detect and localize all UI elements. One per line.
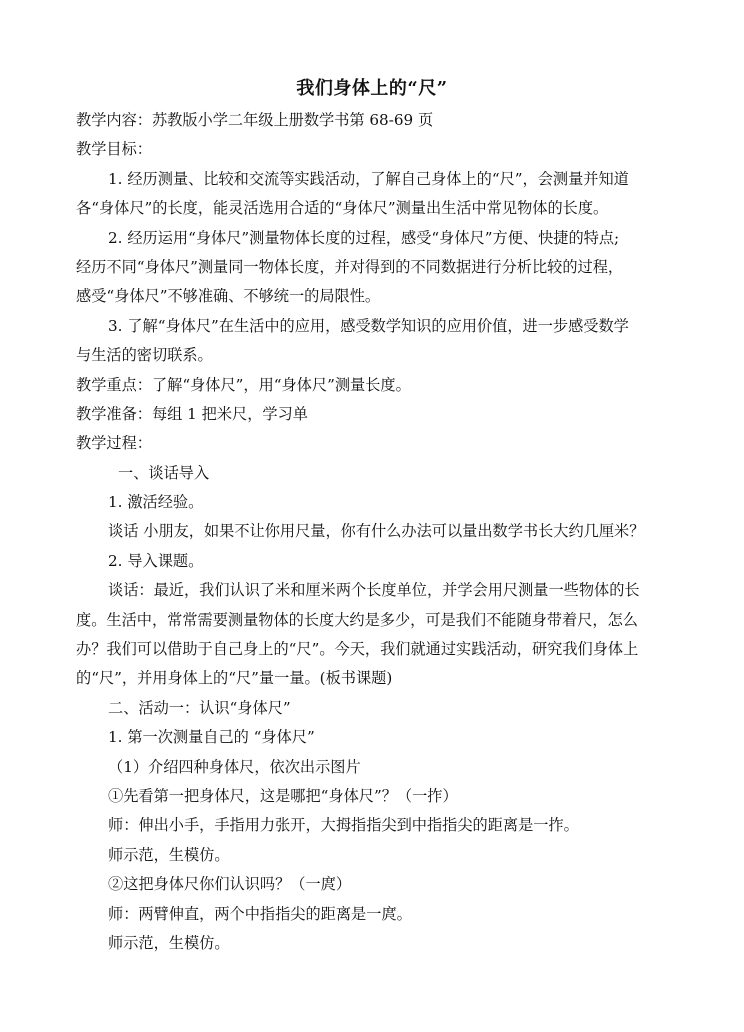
body-ruler-1-demo: 师示范，生模仿。 <box>108 846 230 864</box>
section-2-heading: 二、活动一：认识“身体尺” <box>108 699 291 717</box>
goal-2-line-3: 感受“身体尺”不够准确、不够统一的局限性。 <box>76 287 381 305</box>
goal-1-line-1: 1. 经历测量、比较和交流等实践活动，了解自己身体上的“尺”，会测量并知道 <box>108 170 629 188</box>
body-ruler-2-demo: 师示范，生模仿。 <box>108 934 230 952</box>
teaching-content-line: 教学内容：苏教版小学二年级上册数学书第 68-69 页 <box>76 111 434 129</box>
step-2-heading: 2. 导入课题。 <box>108 552 204 570</box>
step-1-talk: 谈话 小朋友，如果不让你用尺量，你有什么办法可以量出数学书长大约几厘米？ <box>108 522 645 540</box>
step-2-talk-line-3: 办？我们可以借助于自己身上的“尺”。今天，我们就通过实践活动，研究我们身体上 <box>76 640 639 658</box>
section-1-heading: 一、谈话导入 <box>118 464 210 482</box>
teaching-goals-heading: 教学目标： <box>76 140 152 158</box>
goal-1-line-2: 各“身体尺”的长度，能灵活选用合适的“身体尺”测量出生活中常见物体的长度。 <box>76 199 609 217</box>
body-ruler-2-question: ②这把身体尺你们认识吗？（一庹） <box>108 875 351 893</box>
activity-step-1: 1. 第一次测量自己的 “身体尺” <box>108 728 315 746</box>
step-2-talk-line-4: 的“尺”，并用身体上的“尺”量一量。(板书课题) <box>76 669 393 687</box>
step-2-talk-line-1: 谈话：最近，我们认识了米和厘米两个长度单位，并学会用尺测量一些物体的长 <box>108 581 640 599</box>
body-ruler-1-question: ①先看第一把身体尺，这是哪把“身体尺”？（一拃） <box>108 787 458 805</box>
activity-substep-1: （1）介绍四种身体尺，依次出示图片 <box>108 758 361 776</box>
document-title: 我们身体上的“尺” <box>296 78 448 99</box>
teaching-focus-line: 教学重点：了解“身体尺”，用“身体尺”测量长度。 <box>76 376 411 394</box>
step-2-talk-line-2: 度。生活中，常常需要测量物体的长度大约是多少，可是我们不能随身带着尺，怎么 <box>76 611 638 629</box>
goal-3-line-1: 3. 了解“身体尺”在生活中的应用，感受数学知识的应用价值，进一步感受数学 <box>108 317 629 335</box>
step-1-heading: 1. 激活经验。 <box>108 493 204 511</box>
body-ruler-2-explanation: 师：两臂伸直，两个中指指尖的距离是一庹。 <box>108 905 412 923</box>
goal-2-line-1: 2. 经历运用“身体尺”测量物体长度的过程，感受“身体尺”方便、快捷的特点; <box>108 229 620 247</box>
goal-2-line-2: 经历不同“身体尺”测量同一物体长度，并对得到的不同数据进行分析比较的过程， <box>76 258 624 276</box>
goal-3-line-2: 与生活的密切联系。 <box>76 346 213 364</box>
body-ruler-1-explanation: 师：伸出小手，手指用力张开，大拇指指尖到中指指尖的距离是一拃。 <box>108 816 579 834</box>
teaching-process-heading: 教学过程： <box>76 434 152 452</box>
teaching-preparation-line: 教学准备：每组 1 把米尺，学习单 <box>76 405 308 423</box>
